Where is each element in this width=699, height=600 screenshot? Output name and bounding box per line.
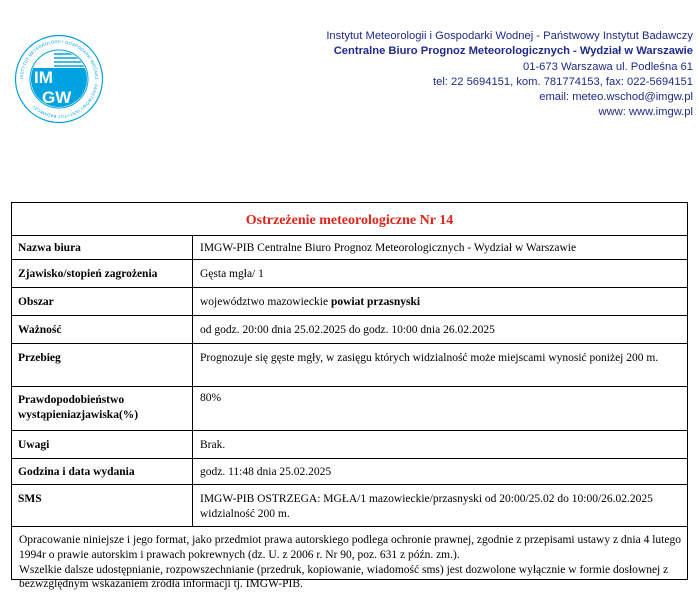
row-value: 80% [193, 387, 688, 431]
logo-text-bottom: GW [42, 88, 72, 107]
row-label: Obszar [12, 288, 193, 316]
row-label: SMS [12, 485, 193, 527]
row-value: Prognozuje się gęste mgły, w zasięgu których widzialność może miejscami wynosić poniżej 200 m. [193, 344, 688, 387]
table-row [12, 236, 687, 260]
table-row [12, 316, 687, 344]
row-value: IMGW-PIB OSTRZEGA: MGŁA/1 mazowieckie/przasnyski od 20:00/25.02 do 10:00/26.02.2025 widzialność 200 m. [193, 485, 688, 527]
row-value [193, 288, 688, 316]
distribution-text: Wszelkie dalsze udostępnianie, rozpowszechnianie (przedruk, kopiowanie, wiadomość sms) jest dozwolone wyłącznie w formie dosłownej z bezwzględnym wskazaniem źródła informacji tj. IMGW-PIB. [19, 563, 669, 591]
row-label: Zjawisko/stopień zagrożenia [12, 260, 193, 288]
email[interactable]: email: meteo.wschod@imgw.pl [539, 91, 693, 104]
table-row [12, 431, 687, 459]
copyright-text: Opracowanie niniejsze i jego format, jako przedmiot prawa autorskiego podlega ochronie prawnej, zgodnie z przepisami ustawy z dnia 4 lutego 1994r o prawie autorskim i prawach pokrewnych (dz. U. z 2006 r. Nr 90, poz. 631 z późn. zm.). [19, 534, 681, 561]
row-value: godz. 11:48 dnia 25.02.2025 [193, 459, 688, 485]
warning-document [11, 202, 688, 591]
row-label: Ważność [12, 316, 193, 344]
row-value: od godz. 20:00 dnia 25.02.2025 do godz. 10:00 dnia 26.02.2025 [193, 316, 688, 344]
imgw-logo [14, 34, 104, 124]
warning-title: Ostrzeżenie meteorologiczne Nr 14 [12, 203, 687, 236]
copyright-notice [12, 527, 687, 592]
row-label: Przebieg [12, 344, 193, 387]
table-row [12, 288, 687, 316]
row-value: Gęsta mgła/ 1 [193, 260, 688, 288]
logo-ring-text: INSTYTUT METEOROLOGII I GOSPODARKI WODNEJ · PAŃSTWOWY INSTYTUT BADAWCZY [18, 38, 100, 120]
table-row [12, 387, 687, 431]
row-label: Prawdopodobieństwo wystąpieniazjawiska(%) [12, 387, 193, 431]
office-name: Centralne Biuro Prognoz Meteorologicznych - Wydział w Warszawie [333, 45, 693, 58]
row-label: Godzina i data wydania [12, 459, 193, 485]
county-name: powiat przasnyski [330, 296, 421, 308]
table-row [12, 485, 687, 527]
row-value: IMGW-PIB Centralne Biuro Prognoz Meteorologicznych - Wydział w Warszawie [193, 236, 688, 260]
row-value: Brak. [193, 431, 688, 459]
address: 01-673 Warszawa ul. Podleśna 61 [523, 60, 693, 73]
website[interactable]: www: www.imgw.pl [598, 106, 693, 119]
table-row [12, 344, 687, 387]
logo-text-top: IM [34, 68, 53, 87]
row-label: Uwagi [12, 431, 193, 459]
table-row [12, 260, 687, 288]
table-row [12, 459, 687, 485]
region-name: województwo mazowieckie [200, 296, 331, 308]
warning-table [12, 236, 687, 527]
phone: tel: 22 5694151, kom. 781774153, fax: 022-5694151 [432, 75, 693, 88]
institute-name: Instytut Meteorologii i Gospodarki Wodnej - Państwowy Instytut Badawczy [326, 30, 693, 42]
row-label: Nazwa biura [12, 236, 193, 260]
institute-header [223, 29, 693, 121]
